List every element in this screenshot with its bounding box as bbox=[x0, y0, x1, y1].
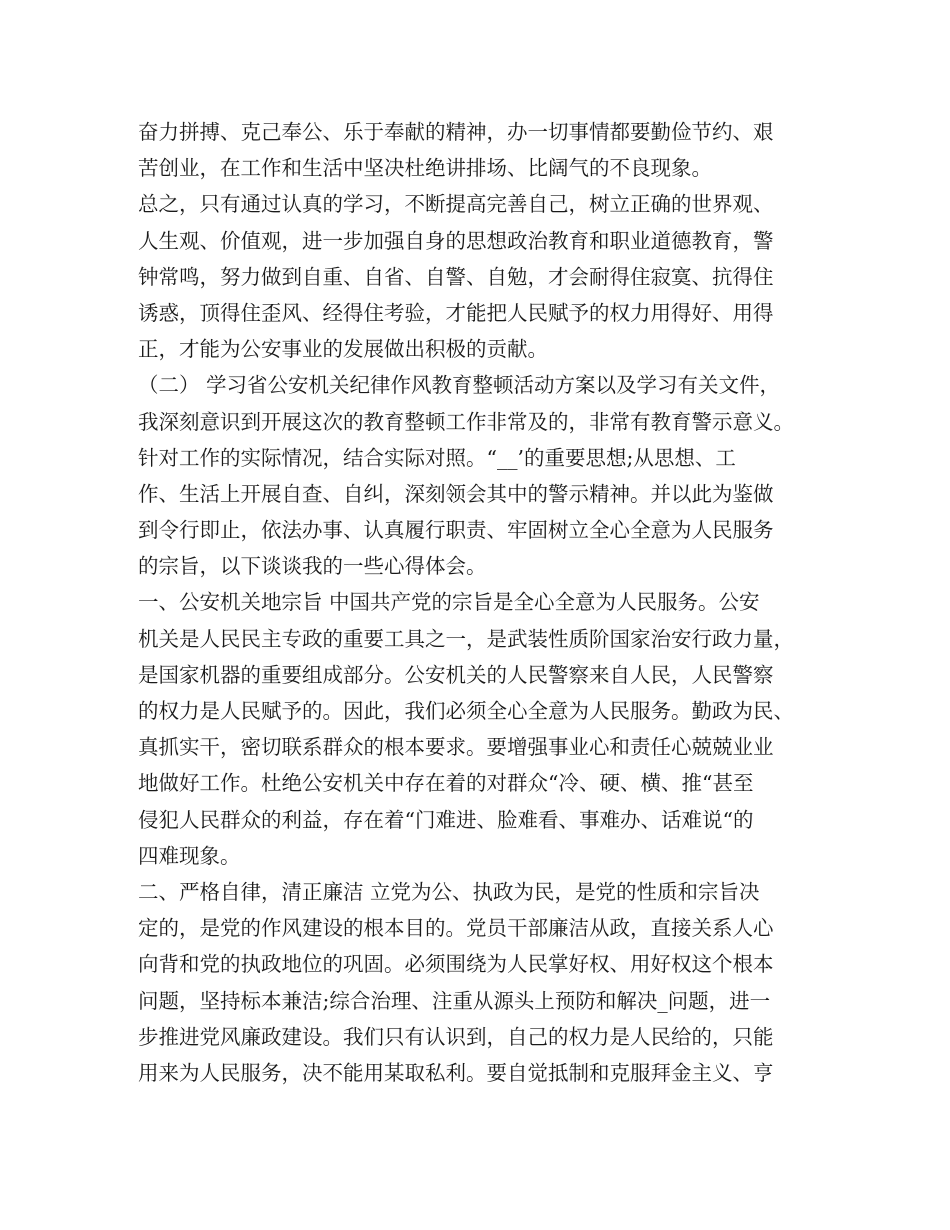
text-line: 真抓实干，密切联系群众的根本要求。要增强事业心和责任心兢兢业业 bbox=[138, 735, 774, 760]
text-line: 是国家机器的重要组成部分。公安机关的人民警察来自人民，人民警察 bbox=[138, 662, 774, 687]
text-line: 苦创业，在工作和生活中坚决杜绝讲排场、比阔气的不良现象。 bbox=[138, 156, 712, 181]
text-line: 诱惑，顶得住歪风、经得住考验，才能把人民赋予的权力用得好、用得 bbox=[138, 300, 774, 325]
text-line: 机关是人民民主专政的重要工具之一，是武装性质阶国家治安行政力量， bbox=[138, 626, 794, 651]
text-line: 总之，只有通过认真的学习，不断提高完善自己，树立正确的世界观、 bbox=[138, 192, 774, 217]
text-line: 的宗旨，以下谈谈我的一些心得体会。 bbox=[138, 554, 487, 579]
text-line: 问题，坚持标本兼洁;综合治理、注重从源头上预防和解决_问题，进一 bbox=[138, 988, 771, 1013]
text-line: 侵犯人民群众的利益，存在着“门难进、脸难看、事难办、话难说“的 bbox=[138, 807, 754, 832]
text-line: （二） 学习省公安机关纪律作风教育整顿活动方案以及学习有关文件， bbox=[138, 373, 781, 398]
text-line: 二、严格自律，清正廉洁 立党为公、执政为民，是党的性质和宗旨决 bbox=[138, 879, 760, 904]
text-line: 一、公安机关地宗旨 中国共产党的宗旨是全心全意为人民服务。公安 bbox=[138, 590, 760, 615]
text-line: 步推进党风廉政建设。我们只有认识到，自己的权力是人民给的，只能 bbox=[138, 1024, 774, 1049]
text-line: 向背和党的执政地位的巩固。必须围绕为人民掌好权、用好权这个根本 bbox=[138, 952, 774, 977]
text-line: 我深刻意识到开展这次的教育整顿工作非常及的，非常有教育警示意义。 bbox=[138, 409, 794, 434]
text-line: 地做好工作。杜绝公安机关中存在着的对群众“冷、硬、横、推“甚至 bbox=[138, 771, 754, 796]
text-line: 正，才能为公安事业的发展做出积极的贡献。 bbox=[138, 337, 548, 362]
text-line: 作、生活上开展自查、自纠，深刻领会其中的警示精神。并以此为鉴做 bbox=[138, 481, 774, 506]
text-line: 的权力是人民赋予的。因此，我们必须全心全意为人民服务。勤政为民、 bbox=[138, 699, 794, 723]
text-line: 针对工作的实际情况，结合实际对照。“__’的重要思想;从思想、工 bbox=[138, 445, 736, 470]
text-line: 用来为人民服务，决不能用某取私利。要自觉抵制和克服拜金主义、亨 bbox=[138, 1060, 774, 1085]
text-line: 奋力拼搏、克己奉公、乐于奉献的精神，办一切事情都要勤俭节约、艰 bbox=[138, 120, 774, 144]
text-line: 钟常鸣，努力做到自重、自省、自警、自勉，才会耐得住寂寞、抗得住 bbox=[138, 264, 774, 289]
text-line: 到令行即止，依法办事、认真履行职责、牢固树立全心全意为人民服务 bbox=[138, 518, 774, 543]
text-line: 人生观、价值观，进一步加强自身的思想政治教育和职业道德教育，警 bbox=[138, 228, 774, 253]
body-text bbox=[138, 114, 828, 1091]
text-line: 定的，是党的作风建设的根本目的。党员干部廉洁从政，直接关系人心 bbox=[138, 916, 774, 941]
text-line: 四难现象。 bbox=[138, 843, 241, 868]
